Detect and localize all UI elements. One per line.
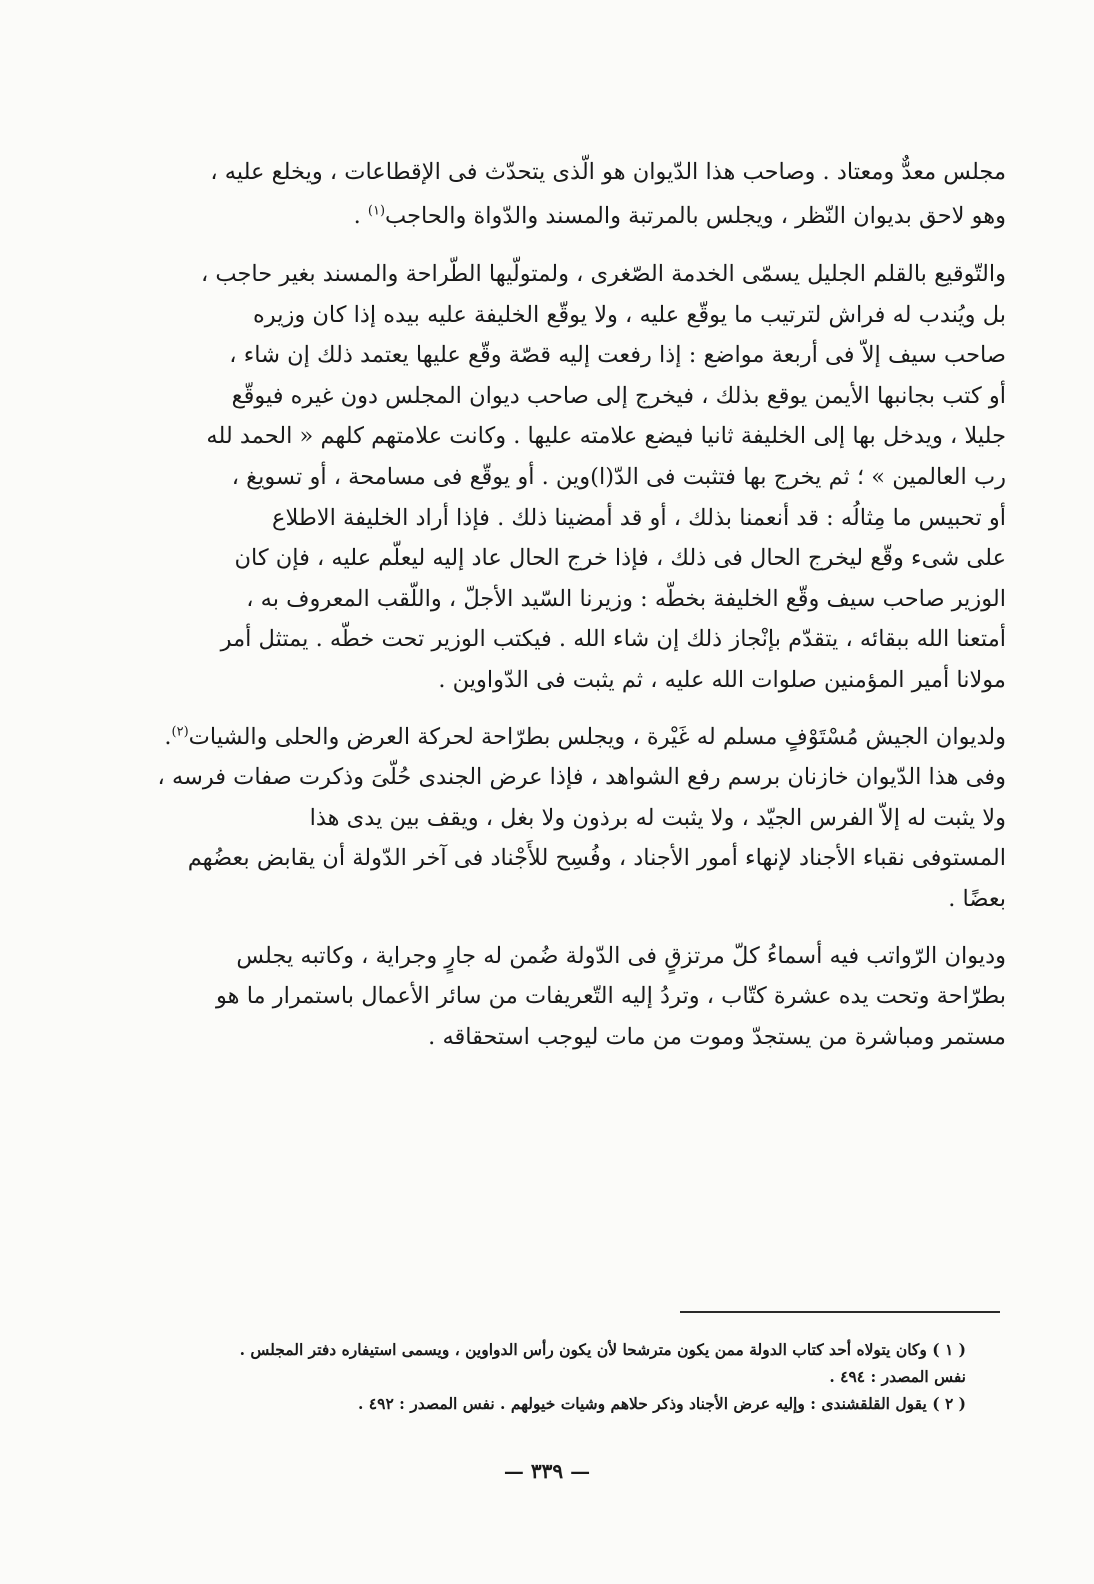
text-line: أو تحبيس ما مِثالُه : قد أنعمنا بذلك ، أو قد أمضينا ذلك . فإذا أراد الخليفة الاطلاع <box>272 504 1006 531</box>
paragraph-3 <box>88 717 1006 920</box>
footnote-2 <box>128 1390 966 1417</box>
text-line: أمتعنا الله ببقائه ، يتقدّم بإنْجاز ذلك إن شاء الله . فيكتب الوزير تحت خطّه . يمتثل أمر <box>220 626 1006 653</box>
text-line: أو كتب بجانبها الأيمن يوقع بذلك ، فيخرج إلى صاحب ديوان المجلس دون غيره فيوقّع <box>231 382 1006 409</box>
text-line: وديوان الرّواتب فيه أسماءُ كلّ مرتزقٍ فى الدّولة ضُمن له جارٍ وجراية ، وكاتبه يجلس <box>236 942 1006 969</box>
text-line: ولديوان الجيش مُسْتَوْفٍ مسلم له غَيْرة ، ويجلس بطرّاحة لحركة العرض والحلى والشيات <box>188 723 1006 750</box>
footnote-line: نفس المصدر : ٤٩٤ . <box>829 1367 966 1386</box>
text-line: المستوفى نقباء الأجناد لإنهاء أمور الأجناد ، وفُسِح للأَجْناد فى آخر الدّولة أن يقابض بعضُهم <box>187 845 1006 872</box>
text-line: بعضًا . <box>948 885 1006 912</box>
text-line-tail: . <box>164 723 172 750</box>
footnote-line: ( ١ ) وكان يتولاه أحد كتاب الدولة ممن يكون مترشحا لأن يكون رأس الدواوين ، ويسمى استيفاره دفتر المجلس . <box>239 1340 966 1359</box>
text-line: جليلا ، ويدخل بها إلى الخليفة ثانيا فيضع علامته عليها . وكانت علامتهم كلهم « الحمد لله <box>206 423 1006 450</box>
text-line: بطرّاحة وتحت يده عشرة كتّاب ، وتردُ إليه التّعريفات من سائر الأعمال باستمرار ما هو <box>216 983 1006 1010</box>
text-line: بل ويُندب له فراش لترتيب ما يوقّع عليه ، ولا يوقّع الخليفة عليه بيده إذا كان وزيره <box>253 301 1006 328</box>
text-line: والتّوقيع بالقلم الجليل يسمّى الخدمة الصّغرى ، ولمتولّيها الطّراحة والمسند بغير حاجب ، <box>200 261 1006 287</box>
footnote-line: ( ٢ ) يقول القلقشندى : وإليه عرض الأجناد وذكر حلاهم وشيات خيولهم . نفس المصدر : ٤٩٢ . <box>358 1394 966 1413</box>
text-line: مجلس معدٌّ ومعتاد . وصاحب هذا الدّيوان هو الّذى يتحدّث فى الإقطاعات ، ويخلع عليه ، <box>210 159 1006 185</box>
text-line: مستمر ومباشرة من يستجدّ وموت من مات ليوجب استحقاقه . <box>428 1023 1006 1050</box>
text-line: على شىء وقّع ليخرج الحال فى ذلك ، فإذا خرج الحال عاد إليه ليعلّم عليه ، فإن كان <box>234 545 1006 572</box>
paragraph-1 <box>88 150 1006 238</box>
footnote-ref-1: (١) <box>367 203 386 219</box>
text-line-tail: . <box>353 203 368 229</box>
paragraph-2 <box>88 254 1006 701</box>
text-line: صاحب سيف إلاّ فى أربعة مواضع : إذا رفعت إليه قصّة وقّع عليها يعتمد ذلك إن شاء ، <box>229 342 1006 369</box>
text-line: مولانا أمير المؤمنين صلوات الله عليه ، ثم يثبت فى الدّواوين . <box>438 666 1006 693</box>
page-number: — ٣٣٩ — <box>503 1459 591 1483</box>
footnote-ref-2: (٢) <box>171 724 189 740</box>
footnote-divider <box>680 1311 1000 1313</box>
text-line: الوزير صاحب سيف وقّع الخليفة بخطّه : وزيرنا السّيد الأجلّ ، واللّقب المعروف به ، <box>246 585 1006 612</box>
paragraph-4 <box>88 936 1006 1058</box>
text-line: رب العالمين » ؛ ثم يخرج بها فتثبت فى الدّ(ا)وين . أو يوقّع فى مسامحة ، أو تسويغ ، <box>231 463 1006 490</box>
footnotes <box>128 1336 966 1417</box>
text-line: وفى هذا الدّيوان خازنان برسم رفع الشواهد ، فإذا عرض الجندى حُلّىَ وذكرت صفات فرسه ، <box>157 764 1006 791</box>
text-line: ولا يثبت له إلاّ الفرس الجيّد ، ولا يثبت له برذون ولا بغل ، ويقف بين يدى هذا <box>309 804 1006 831</box>
footnote-1 <box>128 1336 966 1390</box>
text-line: وهو لاحق بديوان النّظر ، ويجلس بالمرتبة والمسند والدّواة والحاجب <box>385 203 1006 229</box>
